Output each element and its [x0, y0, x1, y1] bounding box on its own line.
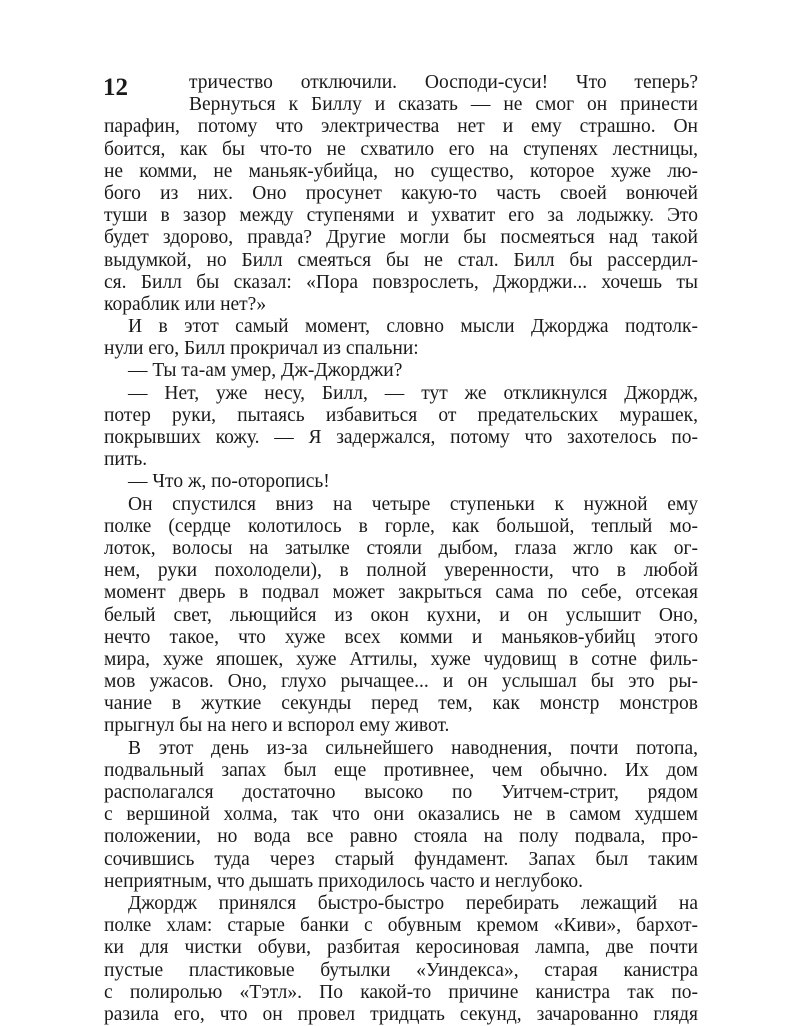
text-line: Джордж принялся быстро-быстро перебирать лежащий на: [128, 892, 698, 914]
text-line: полке хлам: старые банки с обувным кремом «Киви», бархот-: [104, 915, 698, 937]
text-line: ся. Билл бы сказал: «Пора повзрослеть, Джорджи... хочешь ты: [104, 271, 698, 293]
text-line: Он спустился вниз на четыре ступеньки к нужной ему: [128, 493, 698, 515]
text-line: мов ужасов. Оно, глухо рычащее... и он услышал бы это ры-: [104, 671, 698, 693]
text-line: разила его, что он провел тридцать секунд, зачарованно глядя: [104, 1003, 698, 1025]
text-line: лоток, волосы на затылке стояли дыбом, глаза жгло как ог-: [104, 537, 698, 559]
text-line: туши в зазор между ступенями и ухватит его за лодыжку. Это: [104, 205, 698, 227]
text-line: будет здорово, правда? Другие могли бы посмеяться над такой: [104, 227, 698, 249]
text-line: подвальный запах был еще противнее, чем обычно. Их дом: [104, 759, 698, 781]
text-line: потер руки, пытаясь избавиться от предательских мурашек,: [104, 404, 698, 426]
text-line: покрывших кожу. — Я задержался, потому что захотелось по-: [104, 427, 698, 448]
text-line: выдумкой, но Билл смеяться бы не стал. Билл бы рассердил-: [104, 249, 698, 271]
text-line: полке (сердце колотилось в горле, как большой, теплый мо-: [104, 515, 698, 537]
text-line: с полиролью «Тэтл». По какой-то причине канистра так по-: [104, 981, 698, 1003]
text-line: В этот день из-за сильнейшего наводнения, почти потопа,: [128, 737, 698, 759]
text-line: — Что ж, по-оторопись!: [128, 471, 330, 493]
text-line: не комми, не маньяк-убийца, но существо, которое хуже лю-: [104, 160, 698, 182]
text-line: положении, но вода все равно стояла на полу подвала, про-: [104, 826, 698, 848]
text-line: нем, руки похолодели), в полной уверенности, что в любой: [104, 560, 698, 582]
text-line: Вернуться к Биллу и сказать — не смог он принести: [189, 94, 698, 116]
text-line: располагался достаточно высоко по Уитчем-стрит, рядом: [104, 782, 698, 803]
text-line: белый свет, льющийся из окон кухни, и он услышит Оно,: [104, 604, 698, 626]
text-line: кораблик или нет?»: [104, 293, 267, 315]
page-number: 12: [103, 74, 128, 101]
text-line: сочившись туда через старый фундамент. Запах был таким: [104, 848, 698, 870]
text-line: — Нет, уже несу, Билл, — тут же откликнулся Джордж,: [128, 382, 698, 404]
text-line: с вершиной холма, так что они оказались не в самом худшем: [104, 804, 698, 826]
body-text: [104, 72, 698, 1026]
text-line: мира, хуже япошек, хуже Аттилы, хуже чудовищ в сотне филь-: [104, 648, 698, 670]
text-line: нули его, Билл прокричал из спальни:: [104, 338, 419, 360]
text-line: нечто такое, что хуже всех комми и маньяков-убийц этого: [104, 626, 698, 648]
text-line: момент дверь в подвал может закрыться сама по себе, отсекая: [104, 582, 698, 604]
text-line: пить.: [104, 449, 148, 471]
text-line: И в этот самый момент, словно мысли Джорджа подтолк-: [128, 316, 698, 338]
text-line: прыгнул бы на него и вспорол ему живот.: [104, 715, 450, 737]
text-line: парафин, потому что электричества нет и ему страшно. Он: [104, 116, 698, 138]
text-line: чание в жуткие секунды перед тем, как монстр монстров: [104, 693, 698, 715]
text-line: ки для чистки обуви, разбитая керосиновая лампа, две почти: [104, 937, 698, 959]
text-line: тричество отключили. Оосподи-суси! Что теперь?: [189, 72, 698, 93]
text-line: неприятным, что дышать приходилось часто и неглубоко.: [104, 870, 583, 892]
text-line: бого из них. Оно просунет какую-то часть своей вонючей: [104, 182, 698, 204]
text-line: — Ты та-ам умер, Дж-Джорджи?: [128, 360, 403, 382]
text-line: пустые пластиковые бутылки «Уиндекса», старая канистра: [104, 959, 698, 981]
text-line: боится, как бы что-то не схватило его на ступенях лестницы,: [104, 138, 698, 160]
